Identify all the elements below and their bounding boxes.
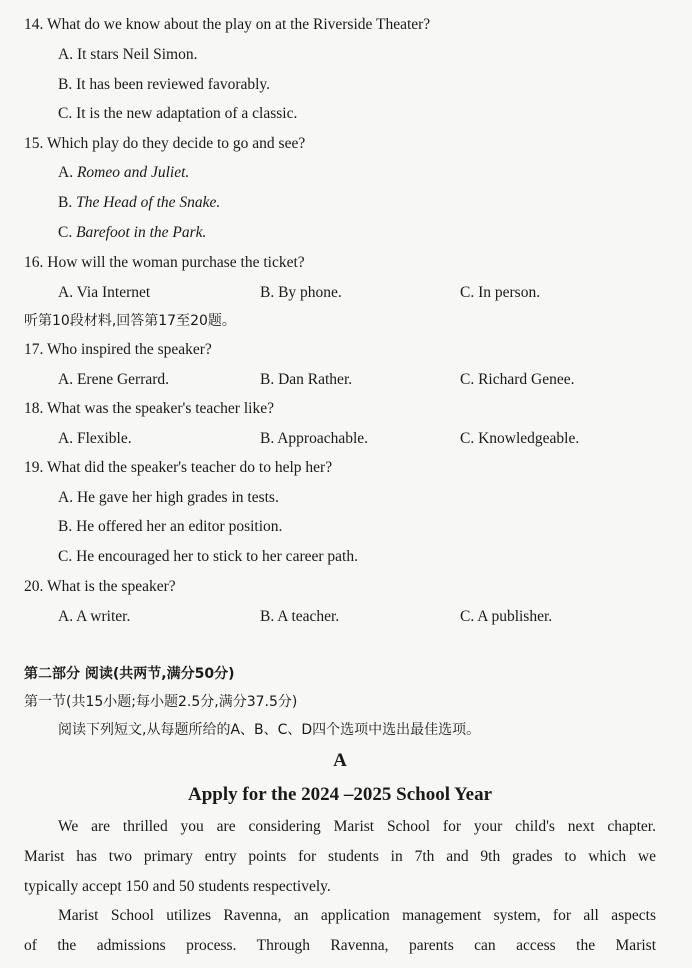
- question-15-option-a: [58, 163, 189, 183]
- question-17-stem: 17. Who inspired the speaker?: [24, 341, 212, 358]
- question-14-stem: 14. What do we know about the play on at the Riverside Theater?: [24, 16, 431, 33]
- play-title: Romeo and Juliet.: [76, 164, 190, 181]
- question-18-stem: 18. What was the speaker's teacher like?: [24, 400, 274, 417]
- play-title: The Head of the Snake.: [76, 194, 221, 211]
- question-19-option-b: B. He offered her an editor position.: [58, 518, 283, 535]
- reading-instruction: 阅读下列短文,从每题所给的A、B、C、D四个选项中选出最佳选项。: [58, 722, 481, 738]
- passage-title: Apply for the 2024 –2025 School Year: [188, 784, 492, 805]
- option-letter: B.: [58, 194, 77, 211]
- question-20-option-b: B. A teacher.: [260, 608, 340, 625]
- question-18-option-c: C. Knowledgeable.: [460, 430, 580, 447]
- question-17-option-a: A. Erene Gerrard.: [58, 371, 170, 388]
- passage-line: We are thrilled you are considering Marist School for your child's next chapter.: [58, 818, 656, 835]
- question-15-option-c: [58, 223, 206, 243]
- question-20-option-a: A. A writer.: [58, 608, 131, 625]
- question-16-option-c: C. In person.: [460, 284, 541, 301]
- section-one-heading: 第一节(共15小题;每小题2.5分,满分37.5分): [24, 694, 298, 710]
- passage-line: typically accept 150 and 50 students respectively.: [24, 878, 331, 895]
- passage-letter: A: [333, 750, 347, 771]
- passage-line: of the admissions process. Through Ravenna, parents can access the Marist: [24, 937, 656, 954]
- question-19-option-c: C. He encouraged her to stick to her career path.: [58, 548, 358, 565]
- passage-line: Marist has two primary entry points for students in 7th and 9th grades to which we: [24, 848, 656, 865]
- question-20-stem: 20. What is the speaker?: [24, 578, 176, 595]
- question-19-option-a: A. He gave her high grades in tests.: [58, 489, 279, 506]
- option-letter: C.: [58, 224, 77, 241]
- question-14-option-c: C. It is the new adaptation of a classic.: [58, 105, 298, 122]
- section-10-instruction: 听第10段材料,回答第17至20题。: [24, 313, 236, 329]
- question-14-option-a: A. It stars Neil Simon.: [58, 46, 198, 63]
- question-17-option-b: B. Dan Rather.: [260, 371, 353, 388]
- question-20-option-c: C. A publisher.: [460, 608, 553, 625]
- question-18-option-a: A. Flexible.: [58, 430, 132, 447]
- part-two-heading: 第二部分 阅读(共两节,满分50分): [24, 666, 235, 682]
- question-18-option-b: B. Approachable.: [260, 430, 369, 447]
- question-17-option-c: C. Richard Genee.: [460, 371, 575, 388]
- question-15-stem: 15. Which play do they decide to go and see?: [24, 135, 306, 152]
- question-19-stem: 19. What did the speaker's teacher do to help her?: [24, 459, 333, 476]
- question-16-option-a: A. Via Internet: [58, 284, 151, 301]
- question-14-option-b: B. It has been reviewed favorably.: [58, 76, 271, 93]
- question-15-option-b: [58, 193, 220, 213]
- question-16-stem: 16. How will the woman purchase the ticket?: [24, 254, 305, 271]
- passage-line: Marist School utilizes Ravenna, an application management system, for all aspects: [58, 907, 656, 924]
- play-title: Barefoot in the Park.: [76, 224, 207, 241]
- question-16-option-b: B. By phone.: [260, 284, 342, 301]
- option-letter: A.: [58, 164, 77, 181]
